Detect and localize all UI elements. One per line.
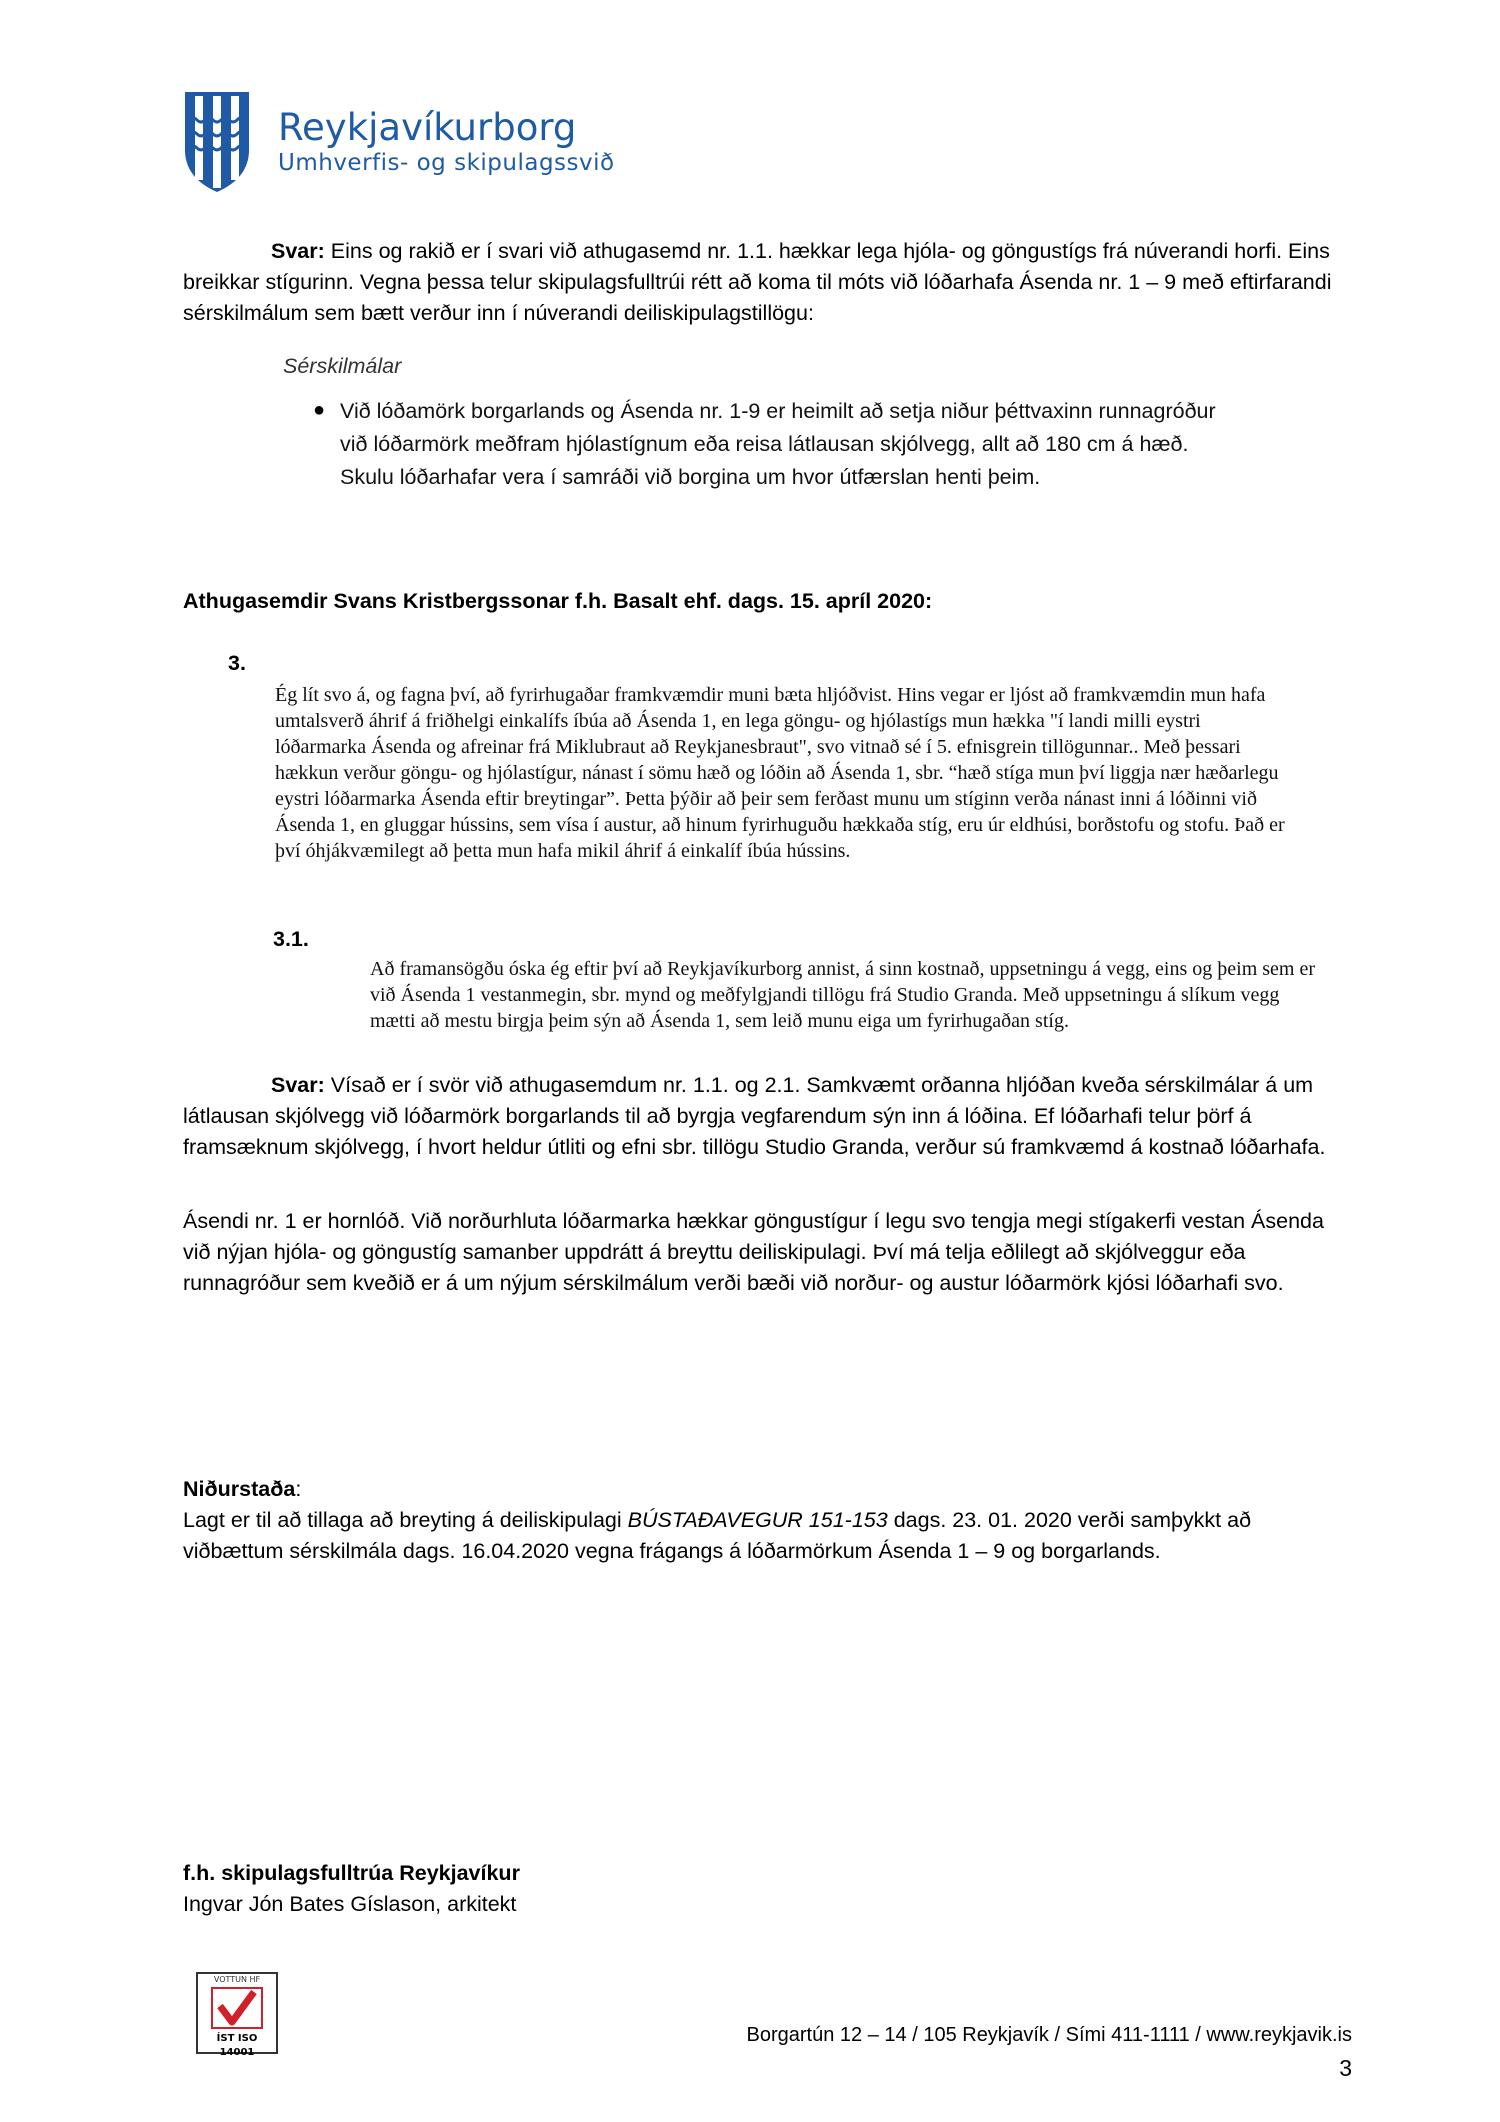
- nidurstada-text-before: Lagt er til að tillaga að breyting á deiliskipulagi: [183, 1508, 628, 1532]
- item-3-number: 3.: [228, 651, 246, 675]
- item-31-number: 3.1.: [273, 927, 309, 951]
- serskilmalar-bullet-text: Við lóðamörk borgarlands og Ásenda nr. 1-9 er heimilt að setja niður þéttvaxinn runnagróður við lóðarmörk meðfram hjólastígnum eða reisa látlausan skjólvegg, allt að 180 cm á hæð. Skulu lóðarhafar vera í samráði við borgina um hvor útfærslan henti þeim.: [340, 399, 1216, 489]
- logo-subtitle: Umhverfis- og skipulagssvið: [278, 150, 615, 176]
- nidurstada-plan-name: BÚSTAÐAVEGUR 151-153: [627, 1508, 888, 1532]
- svar-paragraph-1: [183, 236, 1333, 329]
- asendi-paragraph: Ásendi nr. 1 er hornlóð. Við norðurhluta lóðarmarka hækkar göngustígur í legu svo tengja megi stígakerfi vestan Ásenda við nýjan hjóla- og göngustíg samanber uppdrátt á breyttu deiliskipulagi. Því má telja eðlilegt að skjólveggur eða runnagróður sem kveðið er á um nýjum sérskilmálum verði bæði við norður- og austur lóðarmörk kjósi lóðarhafi svo.: [183, 1209, 1324, 1295]
- cert-bottom-text: ÍST ISO 14001: [216, 2033, 258, 2058]
- signature-line-2: Ingvar Jón Bates Gíslason, arkitekt: [183, 1892, 517, 1916]
- item-31-text: Að framansögðu óska ég eftir því að Reykjavíkurborg annist, á sinn kostnað, uppsetningu á vegg, eins og þeim sem er við Ásenda 1 vestanmegin, sbr. mynd og meðfylgjandi tillögu frá Studio Granda. Með uppsetningu á slíkum vegg mætti að mestu birgja þeim sýn að Ásenda 1, sem leið munu eiga um fyrirhugaðan stíg.: [370, 958, 1315, 1032]
- svar-label-2: Svar:: [271, 1073, 325, 1097]
- nidurstada-colon: :: [295, 1477, 302, 1501]
- footer-address: Borgartún 12 – 14 / 105 Reykjavík / Sími 411-1111 / www.reykjavik.is: [746, 2024, 1352, 2046]
- header: [183, 90, 883, 200]
- svar-text-1: Eins og rakið er í svari við athugasemd nr. 1.1. hækkar lega hjóla- og göngustígs frá núverandi horfi. Eins breikkar stígurinn. Vegna þessa telur skipulagsfulltrúi rétt að koma til móts við lóðarhafa Ásenda nr. 1 – 9 með eftirfarandi sérskilmálum sem bætt verður inn í núverandi deiliskipulagstillögu:: [183, 239, 1332, 325]
- svar-label-1: Svar:: [271, 239, 325, 263]
- serskilmalar-bullet-item: [283, 395, 1245, 494]
- signature-line-1: f.h. skipulagsfulltrúa Reykjavíkur: [183, 1861, 520, 1885]
- logo-title: Reykjavíkurborg: [278, 106, 577, 149]
- bullet-icon: ●: [313, 399, 326, 421]
- nidurstada-heading: [183, 1474, 301, 1505]
- checkmark-icon: [208, 1986, 266, 2030]
- athugasemdir-heading: Athugasemdir Svans Kristbergssonar f.h. Basalt ehf. dags. 15. apríl 2020:: [183, 589, 933, 613]
- svar-text-2: Vísað er í svör við athugasemdum nr. 1.1. og 2.1. Samkvæmt orðanna hljóðan kveða sérskilmálar á um látlausan skjólvegg við lóðarmörk borgarlands til að byrgja vegfarendum sýn inn á lóðina. Ef lóðarhafi telur þörf á framsæknum skjólvegg, í hvort heldur útliti og efni sbr. tillögu Studio Granda, verður sú framkvæmd á kostnað lóðarhafa.: [183, 1073, 1326, 1159]
- page-number: 3: [1339, 2055, 1352, 2081]
- svar-paragraph-2: [183, 1070, 1333, 1163]
- iso-certification-badge: [196, 1972, 278, 2058]
- reykjavik-crest-icon: [183, 90, 251, 194]
- nidurstada-label: Niðurstaða: [183, 1477, 296, 1501]
- cert-top-text: VOTTUN HF: [213, 1975, 261, 1984]
- item-3-text: Ég lít svo á, og fagna því, að fyrirhugaðar framkvæmdir muni bæta hljóðvist. Hins vegar er ljóst að framkvæmdin mun hafa umtalsverð áhrif á friðhelgi einkalífs íbúa að Ásenda 1, en lega göngu- og hjólastígs mun hækka "í landi milli eystri lóðarmarka Ásenda og afreinar frá Miklubraut að Reykjanesbraut", svo vitnað sé í 5. efnisgrein tillögunnar.. Með þessari hækkun verður göngu- og hjólastígur, nánast í sömu hæð og lóðin að Ásenda 1, sbr. “hæð stíga mun því liggja nær hæðarlegu eystri lóðarmarka Ásenda eftir breytingar”. Þetta þýðir að þeir sem ferðast munu um stíginn verða nánast inni á lóðinni við Ásenda 1, en gluggar hússins, sem vísa í austur, að hinum fyrirhuguðu hækkaða stíg, eru úr eldhúsi, borðstofu og stofu. Það er því óhjákvæmilegt að þetta mun hafa mikil áhrif á einkalíf íbúa hússins.: [275, 684, 1285, 862]
- nidurstada-text-after: dags. 23. 01. 2020 verði samþykkt að viðbættum sérskilmála dags. 16.04.2020 vegna frágangs á lóðarmörkum Ásenda 1 – 9 og borgarlands.: [183, 1508, 1252, 1563]
- serskilmalar-heading: Sérskilmálar: [283, 354, 402, 378]
- serskilmalar-block: [283, 350, 1263, 494]
- nidurstada-paragraph: [183, 1505, 1333, 1567]
